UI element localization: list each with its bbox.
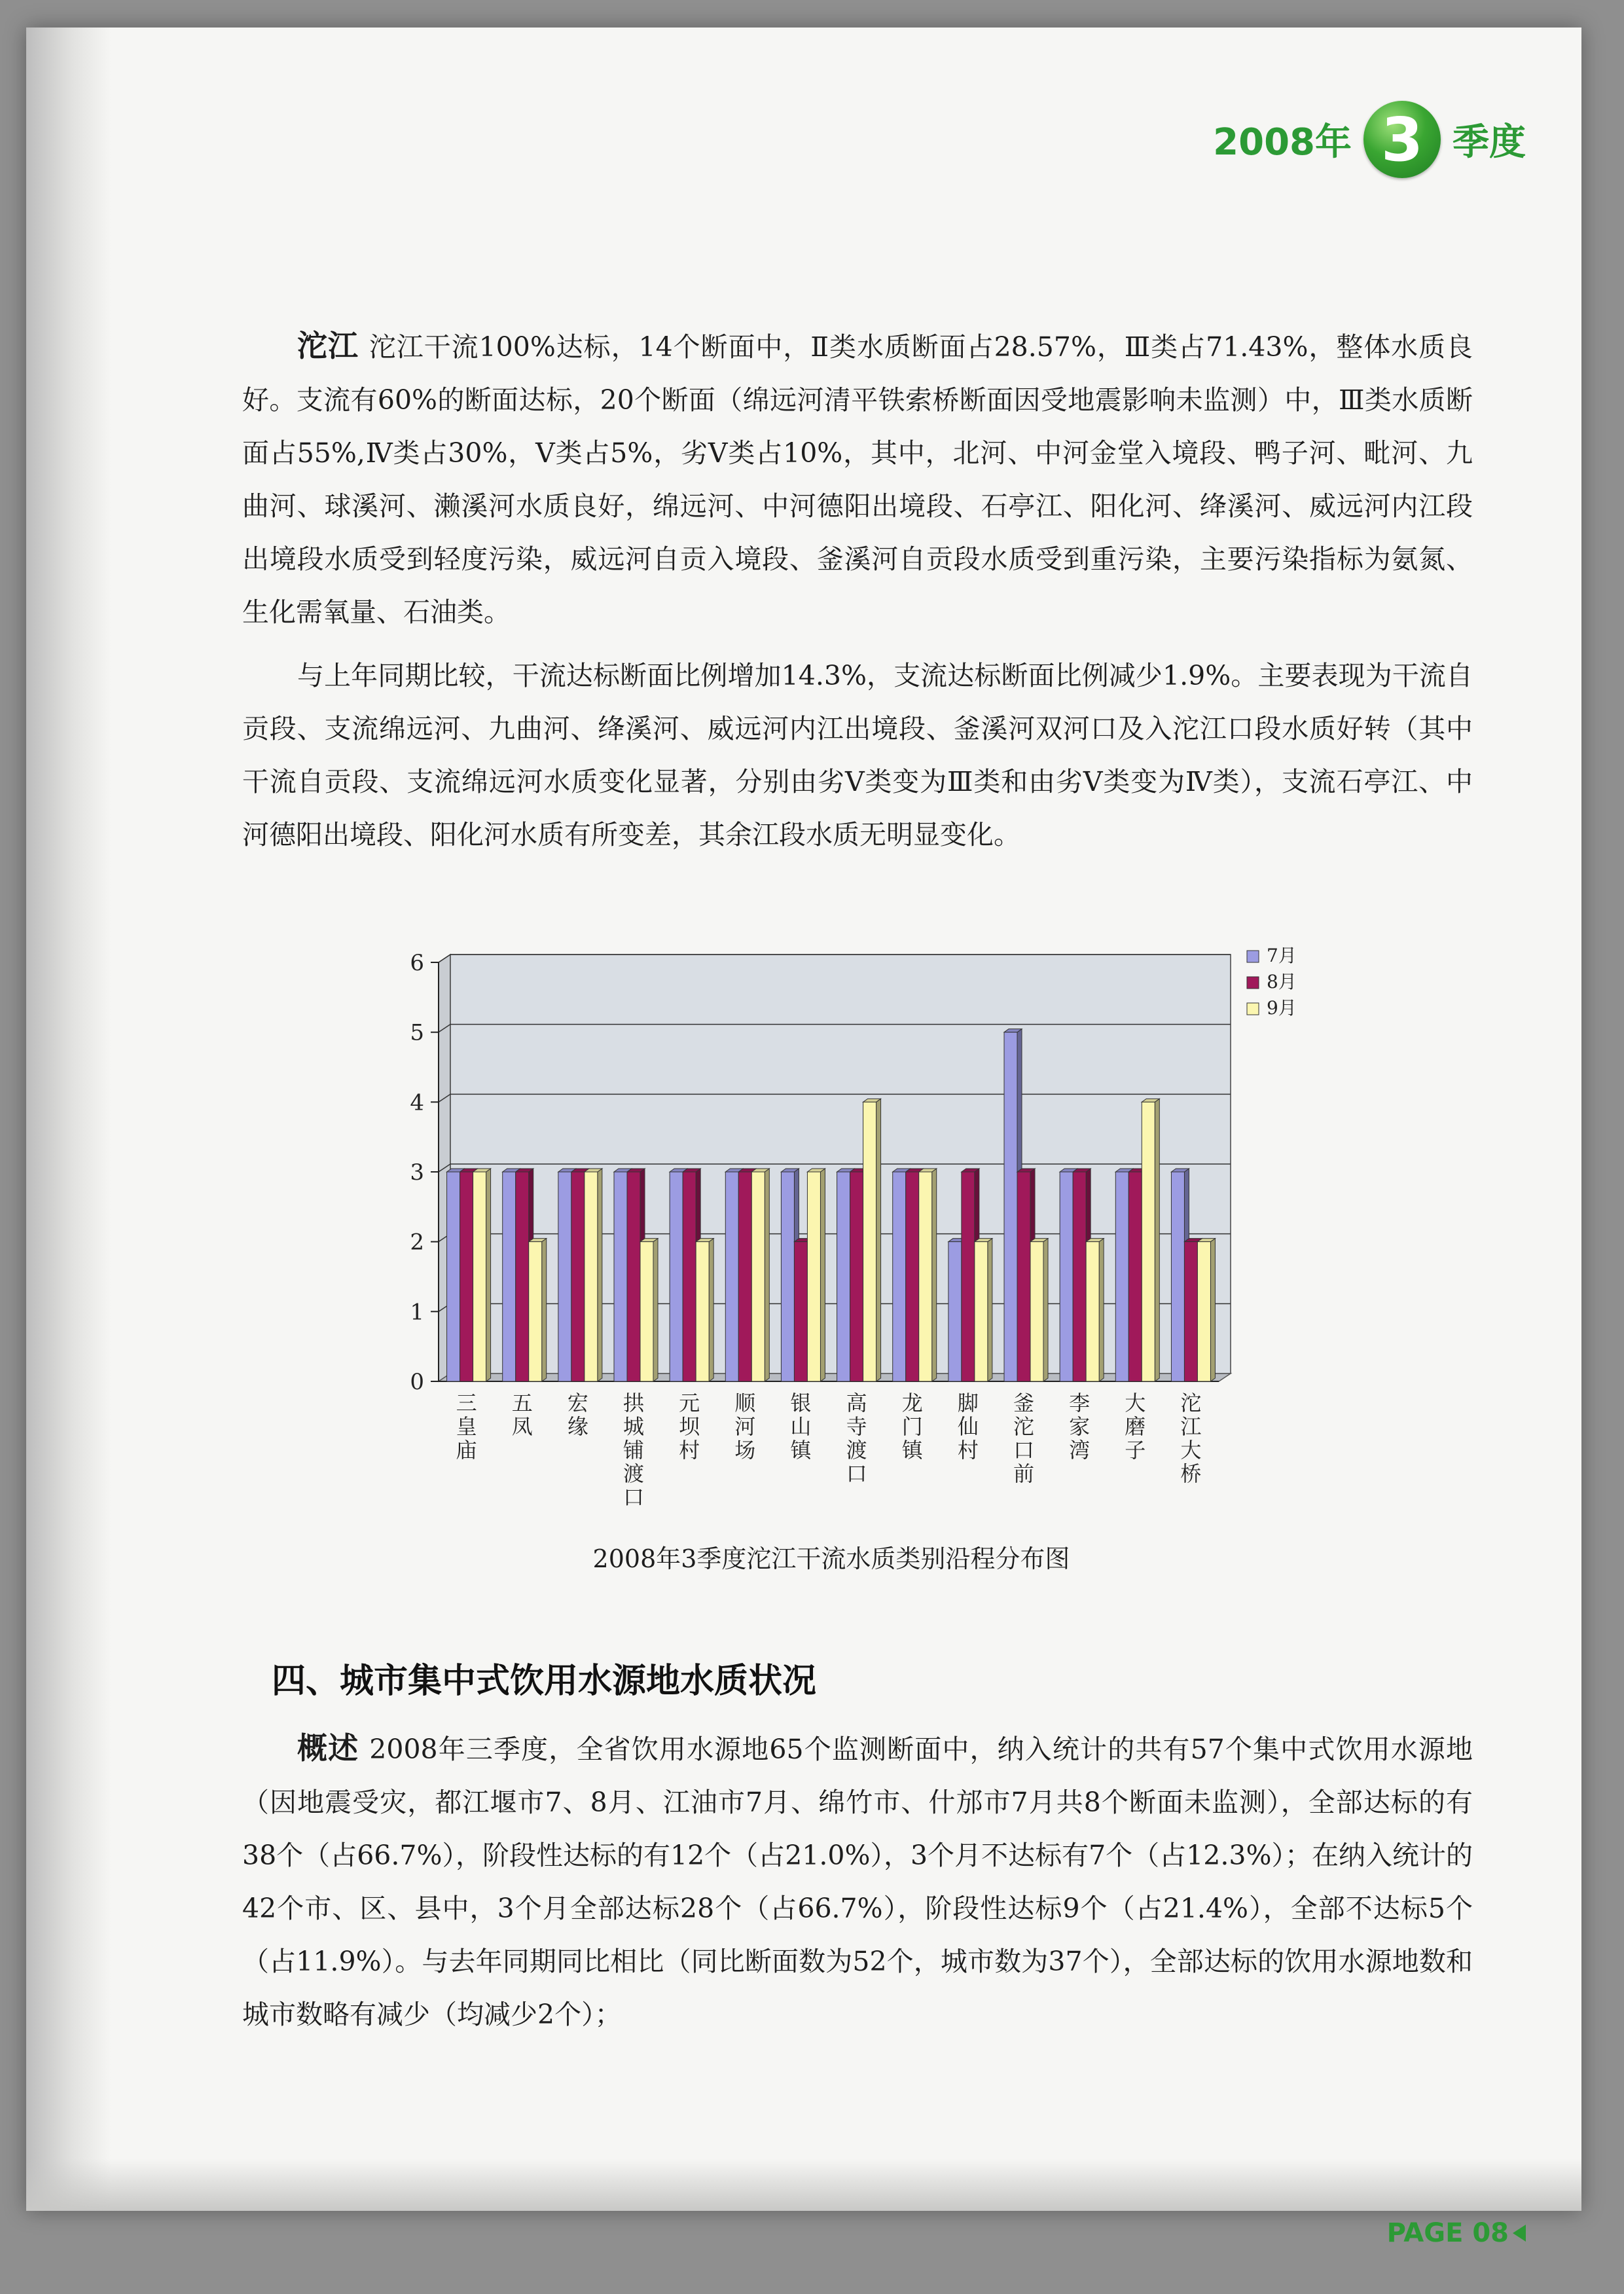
x-category-label: 拱城铺渡口 [623, 1391, 645, 1510]
x-category-label: 沱江大桥 [1180, 1391, 1202, 1486]
bar [807, 1172, 820, 1381]
bar [447, 1172, 460, 1381]
legend-label: 9月 [1267, 997, 1297, 1019]
bar [1184, 1242, 1197, 1381]
bar [1128, 1172, 1142, 1381]
x-category-label: 三皇庙 [456, 1391, 477, 1463]
y-tick-label: 2 [410, 1229, 424, 1256]
bar [837, 1172, 850, 1381]
bar [948, 1242, 962, 1381]
bar [1004, 1032, 1017, 1381]
x-category-label: 脚仙村 [957, 1391, 979, 1463]
paragraph-1-lead: 沱江 [297, 328, 359, 363]
bar [670, 1172, 683, 1381]
paragraph-1 [242, 319, 1473, 639]
y-tick-label: 4 [410, 1089, 424, 1116]
overview-lead: 概述 [297, 1730, 359, 1766]
bar [585, 1172, 598, 1381]
section-heading: 四、城市集中式饮用水源地水质状况 [272, 1661, 817, 1701]
bar-side [820, 1169, 825, 1381]
bar-side [765, 1169, 769, 1381]
page-bottom-shadow [26, 2158, 1581, 2211]
bar [503, 1172, 516, 1381]
bar [1197, 1242, 1210, 1381]
bar [725, 1172, 738, 1381]
legend-swatch [1247, 977, 1259, 989]
bar [1073, 1172, 1086, 1381]
overview-paragraph [242, 1722, 1473, 2041]
x-category-label: 银山镇 [790, 1391, 812, 1463]
bar [571, 1172, 585, 1381]
bar-side [1210, 1239, 1215, 1381]
x-category-label: 元坝村 [679, 1391, 700, 1463]
bar [696, 1242, 709, 1381]
legend-label: 7月 [1267, 945, 1297, 966]
legend-label: 8月 [1267, 971, 1297, 992]
bar [919, 1172, 932, 1381]
bar [683, 1172, 696, 1381]
bar [1115, 1172, 1128, 1381]
bar [640, 1242, 653, 1381]
bar-side [876, 1099, 881, 1381]
bar [781, 1172, 794, 1381]
bar [962, 1172, 975, 1381]
x-category-label: 李家湾 [1069, 1391, 1091, 1463]
bar [614, 1172, 627, 1381]
x-category-label: 龙门镇 [901, 1391, 923, 1463]
legend-swatch [1247, 1003, 1259, 1015]
overview-text: 2008年三季度，全省饮用水源地65个监测断面中，纳入统计的共有57个集中式饮用水源地（因地震受灾，都江堰市7、8月、江油市7月、绵竹市、什邡市7月共8个断面未监测），全部达标的有38个（占66.7%），阶段性达标的有12个（占21.0%），3个月不达标有7个（占12.3%）；在纳入统计的42个市、区、县中，3个月全部达标28个（占66.7%），阶段性达标9个（占21.4%），全部不达标5个（占11.9%）。与去年同期同比相比（同比断面数为52个，城市数为37个），全部达标的饮用水源地数和城市数略有减少（均减少2个）； [242, 1734, 1473, 2030]
book-spine-shadow [26, 27, 111, 2211]
page-header [1213, 97, 1526, 182]
bar [863, 1102, 876, 1381]
bar-side [1043, 1239, 1048, 1381]
water-quality-bar-chart [386, 943, 1329, 1510]
bar-side [1099, 1239, 1104, 1381]
bar [516, 1172, 529, 1381]
x-category-label: 釜沱口前 [1013, 1391, 1035, 1486]
bar [1017, 1172, 1030, 1381]
paragraph-1-text: 沱江干流100%达标，14个断面中，Ⅱ类水质断面占28.57%，Ⅲ类占71.43%，整体水质良好。支流有60%的断面达标，20个断面（绵远河清平铁索桥断面因受地震影响未监测）中，Ⅲ类水质断面占55%,Ⅳ类占30%，Ⅴ类占5%，劣Ⅴ类占10%，其中，北河、中河金堂入境段、鸭子河、毗河、九曲河、球溪河、濑溪河水质良好，绵远河、中河德阳出境段、石亭江、阳化河、绛溪河、威远河内江段出境段水质受到轻度污染，威远河自贡入境段、釜溪河自贡段水质受到重污染，主要污染指标为氨氮、生化需氧量、石油类。 [242, 331, 1473, 628]
bar-side [988, 1239, 992, 1381]
y-tick-label: 3 [410, 1159, 424, 1186]
triangle-left-icon [1513, 2225, 1526, 2242]
bar-side [1155, 1099, 1159, 1381]
header-quarter-suffix: 季度 [1453, 121, 1526, 164]
x-category-label: 顺河场 [734, 1391, 756, 1463]
bar-side [932, 1169, 937, 1381]
bar-side [653, 1239, 658, 1381]
x-category-label: 大磨子 [1125, 1391, 1146, 1463]
bar [906, 1172, 919, 1381]
bar [460, 1172, 473, 1381]
page-number: PAGE 08 [1386, 2218, 1509, 2248]
x-category-label: 五凤 [511, 1391, 533, 1439]
overview-section [242, 1722, 1473, 2041]
x-category-label: 宏缘 [567, 1391, 588, 1439]
y-tick-label: 6 [410, 950, 424, 976]
paragraph-2 [242, 649, 1473, 862]
bar [1060, 1172, 1073, 1381]
header-year: 2008年 [1213, 121, 1352, 164]
y-tick-label: 1 [410, 1299, 424, 1326]
bar [738, 1172, 751, 1381]
chart-svg [386, 943, 1329, 1510]
bar [850, 1172, 863, 1381]
bar-side [542, 1239, 547, 1381]
bar [1142, 1102, 1155, 1381]
bar [1086, 1242, 1099, 1381]
bar [627, 1172, 640, 1381]
bar-side [598, 1169, 602, 1381]
bar-side [486, 1169, 491, 1381]
bar [529, 1242, 542, 1381]
quarter-badge-icon [1363, 101, 1441, 178]
chart-floor [439, 1374, 1231, 1381]
bar [558, 1172, 571, 1381]
y-tick-label: 5 [410, 1019, 424, 1046]
quarter-number: 3 [1380, 104, 1423, 175]
chart-caption: 2008年3季度沱江干流水质类别沿程分布图 [592, 1544, 1070, 1573]
y-tick-label: 0 [410, 1369, 424, 1395]
bar [1171, 1172, 1184, 1381]
tuojiang-section [242, 319, 1473, 862]
bar [1030, 1242, 1043, 1381]
bar [751, 1172, 765, 1381]
bar [893, 1172, 906, 1381]
bar [473, 1172, 486, 1381]
bar-side [709, 1239, 713, 1381]
paragraph-2-text: 与上年同期比较，干流达标断面比例增加14.3%，支流达标断面比例减少1.9%。主要表现为干流自贡段、支流绵远河、九曲河、绛溪河、威远河内江出境段、釜溪河双河口及入沱江口段水质好转（其中干流自贡段、支流绵远河水质变化显著，分别由劣Ⅴ类变为Ⅲ类和由劣Ⅴ类变为Ⅳ类），支流石亭江、中河德阳出境段、阳化河水质有所变差，其余江段水质无明显变化。 [242, 660, 1473, 850]
legend-swatch [1247, 951, 1259, 962]
bar [794, 1242, 807, 1381]
x-category-label: 高寺渡口 [846, 1391, 867, 1486]
page-footer [1387, 2218, 1526, 2248]
bar [975, 1242, 988, 1381]
